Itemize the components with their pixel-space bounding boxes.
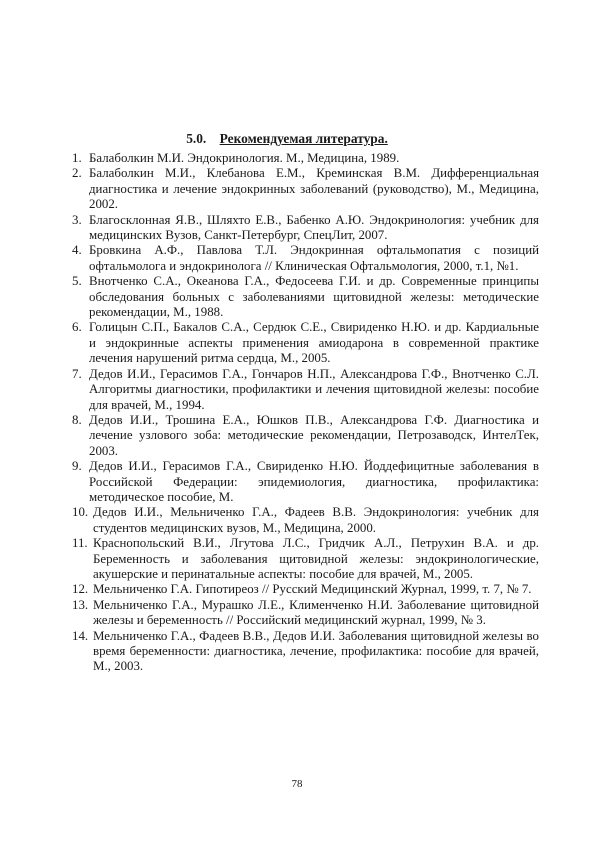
reference-item: [72, 536, 539, 582]
reference-text: Дедов И.И., Мельниченко Г.А., Фадеев В.В. Эндокринология: учебник для студентов медицинских вузов, М., Медицина, 2000.: [93, 505, 539, 535]
reference-text: Балаболкин М.И., Клебанова Е.М., Креминская В.М. Дифференциальная диагностика и лечение эндокринных заболеваний (руководство), М., Медицина, 2002.: [89, 166, 539, 212]
reference-number: 11.: [72, 536, 88, 551]
reference-text: Голицын С.П., Бакалов С.А., Сердюк С.Е., Свириденко Н.Ю. и др. Кардиальные и эндокринные аспекты применения амиодарона в современной практике лечения нарушений ритма сердца, М., 2005.: [89, 320, 539, 366]
reference-item: [72, 213, 539, 244]
reference-item: [72, 505, 539, 536]
reference-number: 4.: [72, 243, 82, 258]
reference-item: [72, 598, 539, 629]
reference-number: 2.: [72, 166, 82, 181]
reference-item: [72, 629, 539, 675]
reference-item: [72, 166, 539, 212]
reference-number: 8.: [72, 412, 82, 427]
reference-number: 10.: [72, 505, 89, 520]
reference-number: 6.: [72, 320, 82, 335]
reference-item: [72, 367, 539, 413]
reference-number: 14.: [72, 628, 89, 643]
reference-text: Бровкина А.Ф., Павлова Т.Л. Эндокринная офтальмопатия с позиций офтальмолога и эндокринолога // Клиническая Офтальмология, 2000, т.1, №1.: [89, 243, 539, 273]
reference-number: 1.: [72, 151, 82, 165]
reference-number: 5.: [72, 274, 82, 289]
reference-text: Балаболкин М.И. Эндокринология. М., Медицина, 1989.: [89, 151, 400, 165]
reference-text: Дедов И.И., Герасимов Г.А., Свириденко Н.Ю. Йоддефицитные заболевания в Российской Федерации: эпидемиология, диагностика, профилактика: методическое пособие, М.: [89, 459, 539, 504]
reference-list: [72, 151, 539, 675]
reference-text: Дедов И.И., Герасимов Г.А., Гончаров Н.П., Александрова Г.Ф., Внотченко С.Л. Алгоритмы диагностики, профилактики и лечения щитовидной железы: пособие для врачей, М., 1994.: [89, 366, 539, 412]
reference-number: 3.: [72, 212, 82, 227]
reference-text: Мельниченко Г.А. Гипотиреоз // Русский Медицинский Журнал, 1999, т. 7, № 7.: [93, 582, 532, 597]
reference-item: [72, 320, 539, 366]
reference-item: [72, 582, 539, 597]
reference-item: [72, 151, 539, 166]
reference-item: [72, 243, 539, 274]
reference-text: Мельниченко Г.А., Мурашко Л.Е., Клименченко Н.И. Заболевание щитовидной железы и беременность // Российский медицинский журнал, 1999, № 3.: [93, 597, 539, 628]
reference-text: Благосклонная Я.В., Шляхто Е.В., Бабенко А.Ю. Эндокринология: учебник для медицинских Вузов, Санкт-Петербург, СпецЛит, 2007.: [89, 212, 539, 243]
reference-number: 9.: [72, 459, 82, 474]
reference-text: Внотченко С.А., Океанова Г.А., Федосеева Г.И. и др. Современные принципы обследования больных с заболеваниями щитовидной железы: методические рекомендации, М., 1988.: [89, 274, 539, 320]
page-number: 78: [291, 778, 303, 790]
reference-number: 13.: [72, 597, 89, 612]
reference-number: 7.: [72, 366, 82, 381]
reference-text: Мельниченко Г.А., Фадеев В.В., Дедов И.И. Заболевания щитовидной железы во время беременности: диагностика, лечение, профилактика: пособие для врачей, М., 2003.: [93, 628, 539, 674]
reference-text: Дедов И.И., Трошина Е.А., Юшков П.В., Александрова Г.Ф. Диагностика и лечение узлового зоба: методические рекомендации, Петрозаводск, ИнтелТек, 2003.: [89, 412, 539, 458]
section-title: Рекомендуемая литература.: [219, 131, 388, 146]
reference-item: [72, 413, 539, 459]
reference-item: [72, 459, 539, 505]
reference-text: Краснопольский В.И., Лгутова Л.С., Гридчик А.Л., Петрухин В.А. и др. Беременность и заболевания щитовидной железы: эндокринологические, акушерские и перинатальные аспекты: пособие для врачей, М., 2005.: [93, 536, 539, 581]
section-number: 5.0.: [186, 131, 207, 146]
reference-number: 12.: [72, 582, 89, 597]
section-heading: [0, 131, 594, 147]
reference-item: [72, 274, 539, 320]
